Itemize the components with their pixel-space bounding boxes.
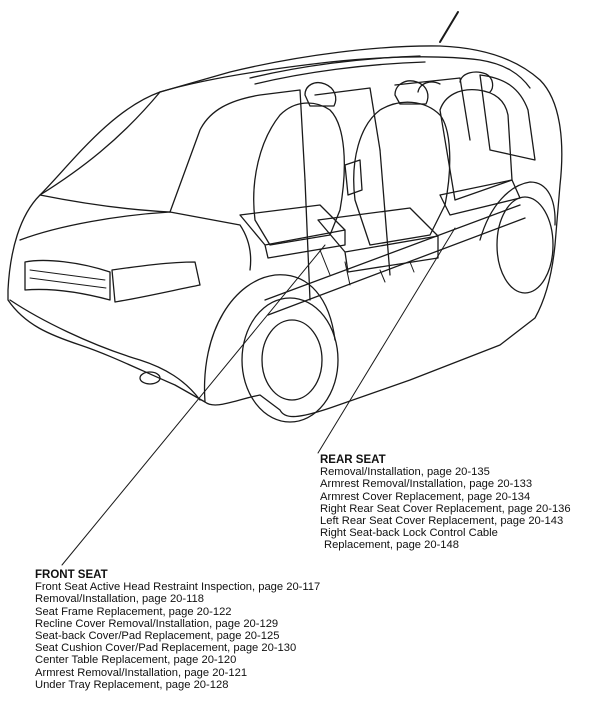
- rear-seat-back: [440, 90, 512, 200]
- antenna: [440, 12, 458, 42]
- front-seat-right-cushion: [318, 208, 438, 272]
- rear-seat-link-lock-cable-page[interactable]: Replacement, page 20-148: [324, 539, 459, 552]
- rear-seat-link-removal[interactable]: Removal/Installation, page 20-135: [320, 466, 490, 479]
- rear-seat-link-armrest-cover[interactable]: Armrest Cover Replacement, page 20-134: [320, 490, 531, 503]
- rear-seat-heading: REAR SEAT: [320, 454, 386, 466]
- front-wheel: [242, 298, 338, 422]
- front-bumper: [10, 300, 200, 400]
- rear-quarter-window: [480, 75, 535, 160]
- front-seat-link-armrest[interactable]: Armrest Removal/Installation, page 20-121: [35, 666, 248, 679]
- front-seat-track: [320, 250, 414, 285]
- front-seat-link-seat-back[interactable]: Seat-back Cover/Pad Replacement, page 20-125: [35, 630, 280, 643]
- front-wheel-arch: [205, 275, 335, 402]
- front-seat-left-cushion: [240, 205, 345, 258]
- headlight: [112, 262, 200, 302]
- door-seam: [305, 150, 390, 300]
- vehicle-body-outline: [8, 46, 562, 417]
- rear-seat-leader-line: [318, 228, 455, 453]
- windshield: [40, 92, 170, 212]
- front-seat-link-frame[interactable]: Seat Frame Replacement, page 20-122: [35, 605, 232, 618]
- front-seat-callout: [35, 569, 320, 691]
- front-seat-heading: FRONT SEAT: [35, 569, 108, 581]
- rear-seat-callout: [320, 454, 571, 552]
- front-seat-left: [254, 103, 345, 245]
- rear-door-window: [315, 78, 470, 150]
- rear-wheel: [497, 197, 553, 293]
- rear-seat-link-lock-cable[interactable]: Right Seat-back Lock Control Cable: [320, 527, 498, 540]
- grille-bars: [30, 270, 106, 288]
- rear-seat-link-left-cover[interactable]: Left Rear Seat Cover Replacement, page 20-143: [320, 515, 564, 528]
- front-seat-right: [354, 102, 450, 245]
- door-sill: [265, 205, 525, 315]
- front-seat-link-head-restraint[interactable]: Front Seat Active Head Restraint Inspection, page 20-117: [35, 581, 321, 594]
- rear-seat-link-armrest-removal[interactable]: Armrest Removal/Installation, page 20-133: [320, 478, 533, 491]
- grille: [25, 260, 110, 300]
- front-seat-link-under-tray[interactable]: Under Tray Replacement, page 20-128: [35, 678, 229, 691]
- front-seat-leader-line: [62, 245, 325, 565]
- roof-rail: [250, 56, 425, 84]
- front-seat-link-removal[interactable]: Removal/Installation, page 20-118: [35, 593, 204, 606]
- front-seat-link-recline-cover[interactable]: Recline Cover Removal/Installation, page 20-129: [35, 617, 279, 630]
- front-seat-link-center-table[interactable]: Center Table Replacement, page 20-120: [35, 654, 237, 667]
- front-door-window: [170, 90, 305, 212]
- front-seat-link-cushion[interactable]: Seat Cushion Cover/Pad Replacement, page 20-130: [35, 642, 297, 655]
- rear-seat-link-right-cover[interactable]: Right Rear Seat Cover Replacement, page 20-136: [320, 502, 571, 515]
- front-wheel-hub: [262, 320, 322, 400]
